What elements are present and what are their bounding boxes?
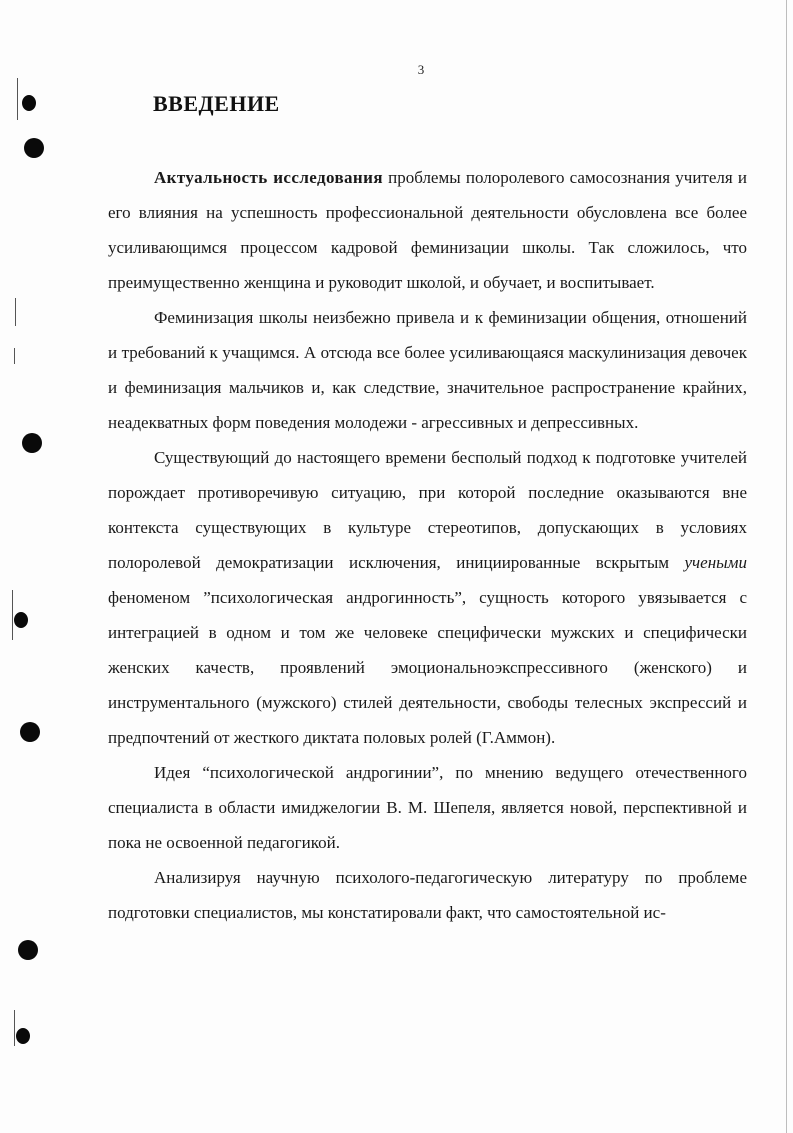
section-heading: ВВЕДЕНИЕ xyxy=(153,91,280,116)
punch-hole xyxy=(22,433,42,453)
paragraph: Феминизация школы неизбежно привела и к феминизации общения, отношений и требований к учащимся. А отсюда все более усиливающаяся маскулинизация девочек и феминизация мальчиков и, как следствие, значительное распространение крайних, неадекватных форм поведения молодежи - агрессивных и депрессивных. xyxy=(108,308,747,432)
body-text xyxy=(108,160,747,930)
page-number: 3 xyxy=(417,62,425,77)
paragraph: Анализируя научную психолого-педагогическую литературу по проблеме подготовки специалистов, мы констатировали факт, что самостоятельной ис- xyxy=(108,868,747,922)
punch-hole xyxy=(20,722,40,742)
scan-mark xyxy=(14,1010,15,1046)
punch-hole xyxy=(18,940,38,960)
punch-hole xyxy=(14,612,28,628)
punch-hole xyxy=(22,95,36,111)
scan-mark xyxy=(14,348,15,364)
paragraph: Идея “психологической андрогинии”, по мнению ведущего отечественного специалиста в области имиджелогии В. М. Шепеля, является новой, перспективной и пока не освоенной педагогикой. xyxy=(108,763,747,852)
italic-word: учеными xyxy=(684,553,747,572)
scan-mark xyxy=(15,298,16,326)
paragraph-text: феноменом ”психологическая андрогинность”, сущность которого увязывается с интеграцией в одном и том же человеке специфически мужских и специфически женских качеств, проявлений эмоциональноэкспрессивного (женского) и инструментального (мужского) стилей деятельности, свободы телесных экспрессий и предпочтений от жесткого диктата половых ролей (Г.Аммон). xyxy=(108,588,747,747)
scan-mark xyxy=(12,590,13,640)
paragraph xyxy=(108,440,747,755)
paragraph-text: Существующий до настоящего времени бесполый подход к подготовке учителей порождает противоречивую ситуацию, при которой последние оказываются вне контекста существующих в культуре стереотипов, допускающих в условиях полоролевой демократизации исключения, инициированные вскрытым xyxy=(108,448,747,572)
scan-mark xyxy=(17,78,18,120)
punch-hole xyxy=(24,138,44,158)
paragraph xyxy=(108,160,747,300)
punch-hole xyxy=(16,1028,30,1044)
paragraph-text: проблемы полоролевого самосознания учителя и его влияния на успешность профессиональной деятельности обусловлена все более усиливающимся процессом кадровой феминизации школы. Так сложилось, что преимущественно женщина и руководит школой, и обучает, и воспитывает. xyxy=(108,168,747,292)
page-edge-line xyxy=(786,0,787,1133)
emphasis-lead: Актуальность исследования xyxy=(154,168,383,187)
